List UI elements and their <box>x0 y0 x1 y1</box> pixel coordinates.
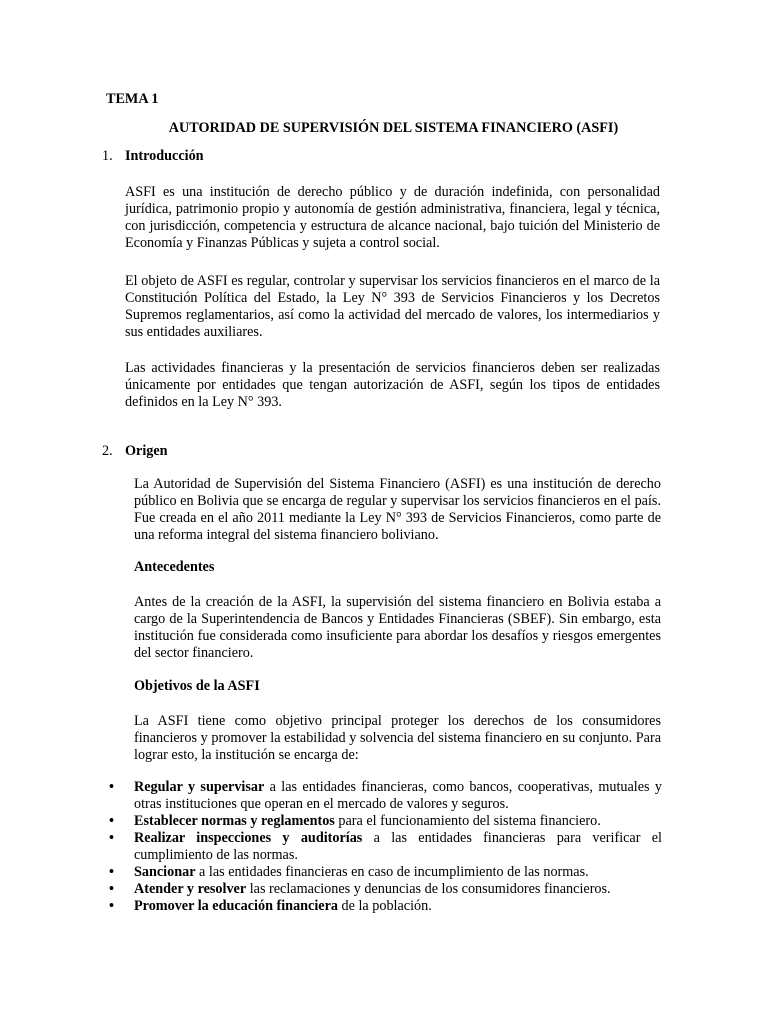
objetivos-heading: Objetivos de la ASFI <box>134 678 260 694</box>
bullet-item-bold: Promover la educación financiera <box>134 898 338 914</box>
bullet-item-text: para el funcionamiento del sistema financiero. <box>334 813 601 829</box>
section-2-number: 2. <box>102 443 113 459</box>
antecedentes-heading: Antecedentes <box>134 559 215 575</box>
bullet-item <box>106 779 662 813</box>
objetivos-bullet-list <box>106 779 662 915</box>
bullet-item-bold: Atender y resolver <box>134 881 247 897</box>
bullet-item <box>106 813 662 830</box>
bullet-marker: • <box>109 864 114 880</box>
bullet-item-text: a las entidades financieras para verificar el cumplimiento de las normas. <box>134 830 662 863</box>
bullet-item-text: las reclamaciones y denuncias de los consumidores financieros. <box>246 881 611 897</box>
section-1-paragraph-3: Las actividades financieras y la presentación de servicios financieros deben ser realizadas únicamente por entidades que tengan autorización de ASFI, según los tipos de entidades definidos en la Ley N° 393. <box>125 360 660 410</box>
bullet-marker: • <box>109 813 114 829</box>
section-1-number: 1. <box>102 148 113 164</box>
bullet-item <box>106 830 662 864</box>
bullet-marker: • <box>109 898 114 914</box>
section-2-intro: La Autoridad de Supervisión del Sistema Financiero (ASFI) es una institución de derecho público en Bolivia que se encarga de regular y supervisar los servicios financieros en el país. Fue creada en el año 2011 mediante la Ley N° 393 de Servicios Financieros, como parte de una reforma integral del sistema financiero boliviano. <box>134 476 661 543</box>
bullet-marker: • <box>109 830 114 846</box>
bullet-marker: • <box>109 779 114 795</box>
bullet-item-bold: Sancionar <box>134 864 196 880</box>
bullet-item-text: a las entidades financieras, como bancos, cooperativas, mutuales y otras instituciones que operan en el mercado de valores y seguros. <box>134 779 662 812</box>
bullet-item-text: a las entidades financieras en caso de incumplimiento de las normas. <box>195 864 589 880</box>
bullet-item <box>106 881 662 898</box>
bullet-marker: • <box>109 881 114 897</box>
bullet-item-bold: Regular y supervisar <box>134 779 265 795</box>
bullet-item-bold: Realizar inspecciones y auditorías <box>134 830 363 846</box>
section-2-heading: Origen <box>125 443 168 459</box>
bullet-item <box>106 864 662 881</box>
topic-label: TEMA 1 <box>106 91 159 107</box>
bullet-item <box>106 898 662 915</box>
bullet-item-text: de la población. <box>337 898 432 914</box>
section-1-heading: Introducción <box>125 148 204 164</box>
document-title: AUTORIDAD DE SUPERVISIÓN DEL SISTEMA FINANCIERO (ASFI) <box>168 120 619 136</box>
antecedentes-paragraph: Antes de la creación de la ASFI, la supervisión del sistema financiero en Bolivia estaba a cargo de la Superintendencia de Bancos y Entidades Financieras (SBEF). Sin embargo, esta institución fue considerada como insuficiente para abordar los desafíos y riesgos emergentes del sector financiero. <box>134 594 661 661</box>
bullet-item-bold: Establecer normas y reglamentos <box>134 813 335 829</box>
section-1-paragraph-1: ASFI es una institución de derecho público y de duración indefinida, con personalidad jurídica, patrimonio propio y autonomía de gestión administrativa, financiera, legal y técnica, con jurisdicción, competencia y estructura de alcance nacional, bajo tuición del Ministerio de Economía y Finanzas Públicas y sujeta a control social. <box>125 184 660 251</box>
section-1-paragraph-2: El objeto de ASFI es regular, controlar y supervisar los servicios financieros en el marco de la Constitución Política del Estado, la Ley N° 393 de Servicios Financieros y los Decretos Supremos reglamentarios, así como la actividad del mercado de valores, los intermediarios y sus entidades auxiliares. <box>125 273 660 340</box>
objetivos-paragraph: La ASFI tiene como objetivo principal proteger los derechos de los consumidores financieros y promover la estabilidad y solvencia del sistema financiero en su conjunto. Para lograr esto, la institución se encarga de: <box>134 713 661 763</box>
